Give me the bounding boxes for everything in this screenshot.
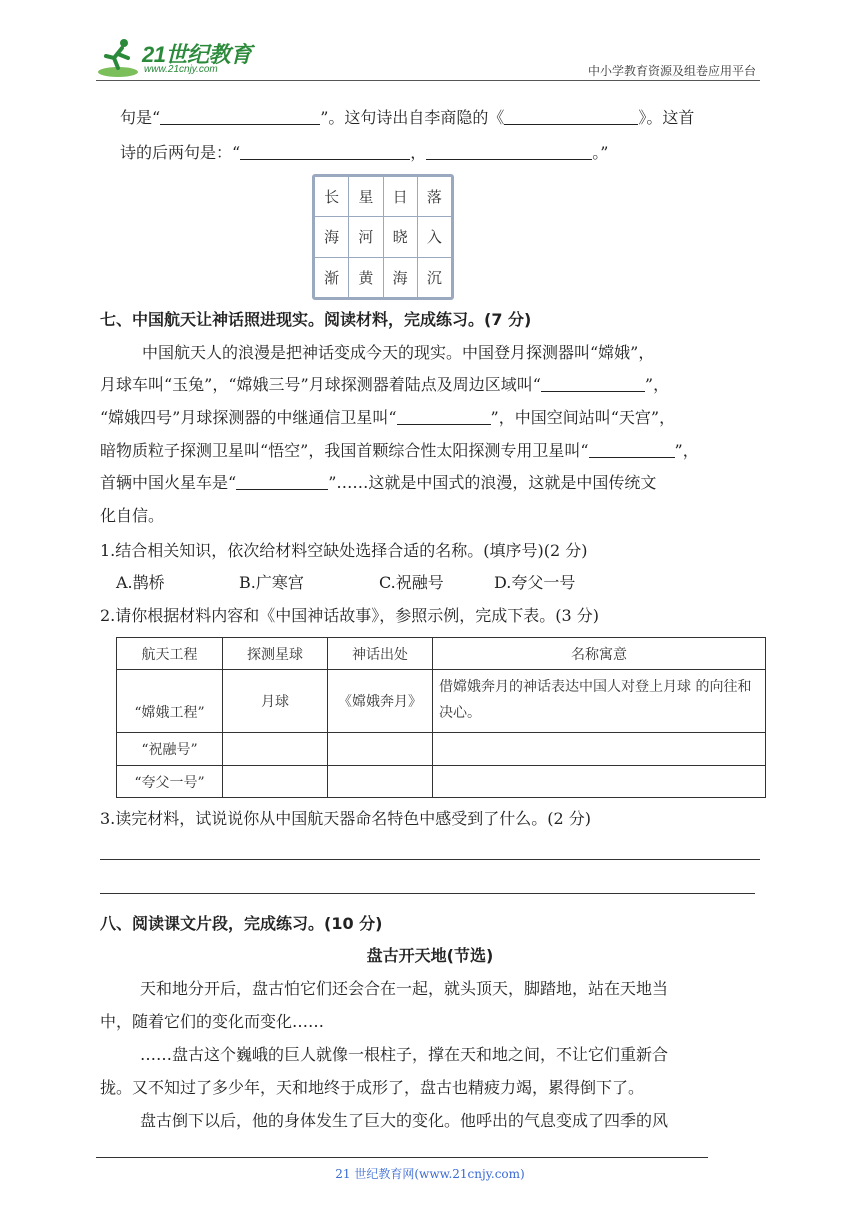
site-logo [96, 36, 266, 80]
paragraph-line: 中国航天人的浪漫是把神话变成今天的现实。中国登月探测器叫“嫦娥”， [142, 343, 655, 362]
section-8-heading: 八、阅读课文片段，完成练习。(10 分) [100, 914, 383, 933]
table-cell: 月球 [223, 670, 328, 733]
blank[interactable] [504, 108, 638, 125]
answer-line[interactable] [100, 893, 755, 894]
blank[interactable] [240, 143, 410, 160]
character-grid: 长 星 日 落 海 河 晓 入 渐 黄 海 沉 [312, 174, 454, 300]
logo-text: 21世纪教育 [142, 42, 252, 67]
passage-line: 天和地分开后，盘古怕它们还会合在一起，就头顶天，脚踏地，站在天地当 [140, 979, 669, 998]
table-cell: 借嫦娥奔月的神话表达中国人对登上月球 的向往和决心。 [433, 670, 766, 733]
poem-line-1: 句是“ ”。这句诗出自李商隐的《 》。这首 [120, 108, 695, 127]
section-7-heading: 七、中国航天让神话照进现实。阅读材料，完成练习。(7 分) [100, 310, 532, 329]
footer-link[interactable]: 21 世纪教育网(www.21cnjy.com) [335, 1167, 525, 1181]
footer-divider [96, 1157, 708, 1158]
paragraph-line: 首辆中国火星车是“ ”……这就是中国式的浪漫，这就是中国传统文 [100, 473, 657, 492]
header-divider [96, 80, 760, 81]
blank[interactable] [160, 108, 320, 125]
option-a: A.鹊桥 [116, 573, 165, 592]
table-cell[interactable] [433, 766, 766, 798]
table-cell: “祝融号” [117, 733, 223, 766]
passage-line: 拢。又不知过了多少年，天和地终于成形了，盘古也精疲力竭，累得倒下了。 [100, 1078, 645, 1097]
passage-line: 盘古倒下以后，他的身体发生了巨大的变化。他呼出的气息变成了四季的风 [140, 1111, 669, 1130]
blank[interactable] [397, 408, 491, 425]
table-cell: “夸父一号” [117, 766, 223, 798]
table-cell[interactable] [223, 733, 328, 766]
answer-table [116, 637, 766, 798]
passage-title: 盘古开天地(节选) [366, 946, 494, 965]
table-cell[interactable] [328, 733, 433, 766]
runner-icon [96, 36, 142, 80]
table-cell[interactable] [328, 766, 433, 798]
table-header: 名称寓意 [433, 638, 766, 670]
table-header: 神话出处 [328, 638, 433, 670]
poem-line-2: 诗的后两句是：“ ， 。” [120, 143, 609, 162]
logo-url: www.21cnjy.com [144, 64, 218, 75]
platform-name: 中小学教育资源及组卷应用平台 [587, 64, 756, 78]
table-header: 航天工程 [117, 638, 223, 670]
table-cell[interactable] [433, 733, 766, 766]
blank[interactable] [236, 473, 328, 490]
table-cell[interactable] [223, 766, 328, 798]
passage-line: ……盘古这个巍峨的巨人就像一根柱子，撑在天和地之间，不让它们重新合 [140, 1045, 669, 1064]
option-b: B.广寒宫 [239, 573, 304, 592]
table-header: 探测星球 [223, 638, 328, 670]
paragraph-line: “嫦娥四号”月球探测器的中继通信卫星叫“ ”，中国空间站叫“天宫”， [100, 408, 676, 427]
table-cell: “嫦娥工程” [117, 670, 223, 733]
paragraph-line: 暗物质粒子探测卫星叫“悟空”，我国首颗综合性太阳探测专用卫星叫“ ”， [100, 441, 699, 460]
blank[interactable] [541, 375, 645, 392]
option-c: C.祝融号 [379, 573, 444, 592]
passage-line: 中，随着它们的变化而变化…… [100, 1012, 325, 1031]
table-cell: 《嫦娥奔月》 [328, 670, 433, 733]
question-2: 2.请你根据材料内容和《中国神话故事》，参照示例，完成下表。(3 分) [100, 606, 600, 625]
question-1: 1.结合相关知识，依次给材料空缺处选择合适的名称。(填序号)(2 分) [100, 541, 588, 560]
blank[interactable] [589, 441, 675, 458]
answer-line[interactable] [100, 859, 760, 860]
paragraph-line: 月球车叫“玉兔”，“嫦娥三号”月球探测器着陆点及周边区域叫“ ”， [100, 375, 670, 394]
blank[interactable] [426, 143, 592, 160]
question-3: 3.读完材料，试说说你从中国航天器命名特色中感受到了什么。(2 分) [100, 809, 592, 828]
paragraph-line: 化自信。 [100, 506, 165, 525]
option-d: D.夸父一号 [494, 573, 576, 592]
